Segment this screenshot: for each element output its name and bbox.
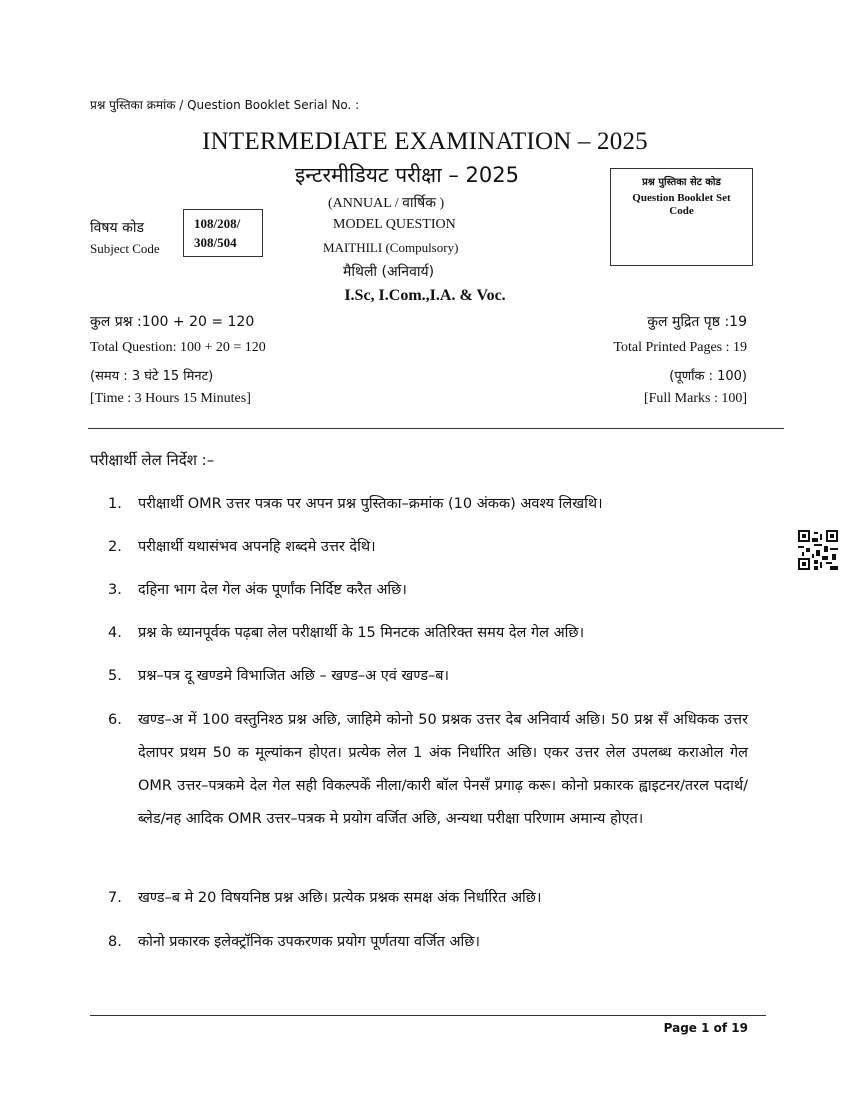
instruction-item (108, 704, 748, 836)
instruction-number: 2. (108, 539, 122, 555)
stream-label: I.Sc, I.Com.,I.A. & Voc. (344, 287, 506, 304)
instruction-text: कोनो प्रकारक इलेक्ट्रॉनिक उपकरणक प्रयोग पूर्णतया वर्जित अछि। (138, 934, 480, 950)
set-code-label-hindi: प्रश्न पुस्तिका सेट कोड (642, 177, 721, 188)
instruction-text: परीक्षार्थी यथासंभव अपनहि शब्दमे उत्तर देथि। (138, 539, 376, 555)
subject-code-label-hindi: विषय कोड (90, 220, 144, 236)
total-pages-english: Total Printed Pages : 19 (613, 340, 747, 355)
subject-name-english: MAITHILI (Compulsory) (323, 240, 459, 255)
total-pages-hindi: कुल मुद्रित पृष्ठ :19 (647, 314, 747, 330)
full-marks-hindi: (पूर्णांक : 100) (669, 369, 747, 384)
time-english: [Time : 3 Hours 15 Minutes] (90, 391, 251, 406)
subject-code-box (183, 209, 263, 257)
instruction-item (108, 926, 748, 959)
set-code-label-english-2: Code (669, 205, 694, 217)
instruction-number: 6. (108, 712, 122, 728)
instruction-text: प्रश्न–पत्र दू खण्डमे विभाजित अछि – खण्ड–अ एवं खण्ड–ब। (138, 668, 449, 684)
instruction-number: 8. (108, 934, 122, 950)
subject-code-line-1: 108/208/ (194, 216, 241, 231)
instruction-text: खण्ड–ब मे 20 विषयनिष्ठ प्रश्न अछि। प्रत्येक प्रश्नक समक्ष अंक निर्धारित अछि। (138, 890, 542, 906)
total-questions-english: Total Question: 100 + 20 = 120 (90, 340, 266, 355)
instruction-number: 7. (108, 890, 122, 906)
time-hindi: (समय : 3 घंटे 15 मिनट) (90, 369, 214, 384)
instruction-item (108, 531, 748, 564)
total-questions-hindi: कुल प्रश्न :100 + 20 = 120 (90, 314, 255, 330)
instruction-item (108, 488, 748, 521)
full-marks-english: [Full Marks : 100] (643, 391, 747, 406)
instruction-item (108, 574, 748, 607)
instruction-number: 1. (108, 496, 122, 512)
page-number: Page 1 of 19 (663, 1021, 748, 1035)
instruction-item (108, 882, 748, 915)
booklet-set-code-box (610, 168, 753, 266)
instruction-text: दहिना भाग देल गेल अंक पूर्णांक निर्दिष्ट करैत अछि। (138, 582, 407, 598)
instruction-item (108, 660, 748, 693)
instruction-number: 5. (108, 668, 122, 684)
instruction-text: खण्ड–अ में 100 वस्तुनिश्ठ प्रश्न अछि, जाहिमे कोनो 50 प्रश्नक उत्तर देब अनिवार्य अछि। 50 प्रश्न सँ अधिकक उत्तर देलापर प्रथम 50 क मूल्यांकन होएत। प्रत्येक लेल 1 अंक निर्धारित अछि। एकर उत्तर लेल उपलब्ध कराओल गेल OMR उत्तर–पत्रकमे देल गेल सही विकल्पकेँ नीला/कारी बॉल पेनसँ प्रगाढ़ करू। कोनो प्रकारक ह्वाइटनर/तरल पदार्थ/ब्लेड/नह आदिक OMR उत्तर–पत्रक मे प्रयोग वर्जित अछि, अन्यथा परीक्षा परिणाम अमान्य होएत। (138, 712, 748, 827)
footer-divider (90, 1015, 766, 1016)
model-question-label: MODEL QUESTION (333, 217, 456, 232)
exam-title-english: INTERMEDIATE EXAMINATION – 2025 (202, 128, 648, 155)
instructions-heading: परीक्षार्थी लेल निर्देश :– (90, 451, 215, 469)
subject-name-hindi: मैथिली (अनिवार्य) (343, 264, 435, 280)
subject-code-line-2: 308/504 (194, 235, 237, 250)
annual-label: (ANNUAL / वार्षिक ) (328, 196, 445, 211)
qr-code-icon (798, 530, 838, 570)
instruction-text: प्रश्न के ध्यानपूर्वक पढ़बा लेल परीक्षार्थी के 15 मिनटक अतिरिक्त समय देल गेल अछि। (138, 625, 585, 641)
exam-title-hindi: इन्टरमीडियट परीक्षा – 2025 (295, 163, 519, 187)
instruction-text: परीक्षार्थी OMR उत्तर पत्रक पर अपन प्रश्न पुस्तिका–क्रमांक (10 अंकक) अवश्य लिखथि। (138, 496, 603, 512)
instruction-item (108, 617, 748, 650)
set-code-label-english-1: Question Booklet Set (632, 192, 731, 204)
instruction-number: 3. (108, 582, 122, 598)
subject-code-label-english: Subject Code (90, 241, 160, 256)
header-divider (88, 428, 784, 429)
question-booklet-serial-label: प्रश्न पुस्तिका क्रमांक / Question Booklet Serial No. : (90, 98, 360, 112)
instruction-number: 4. (108, 625, 122, 641)
